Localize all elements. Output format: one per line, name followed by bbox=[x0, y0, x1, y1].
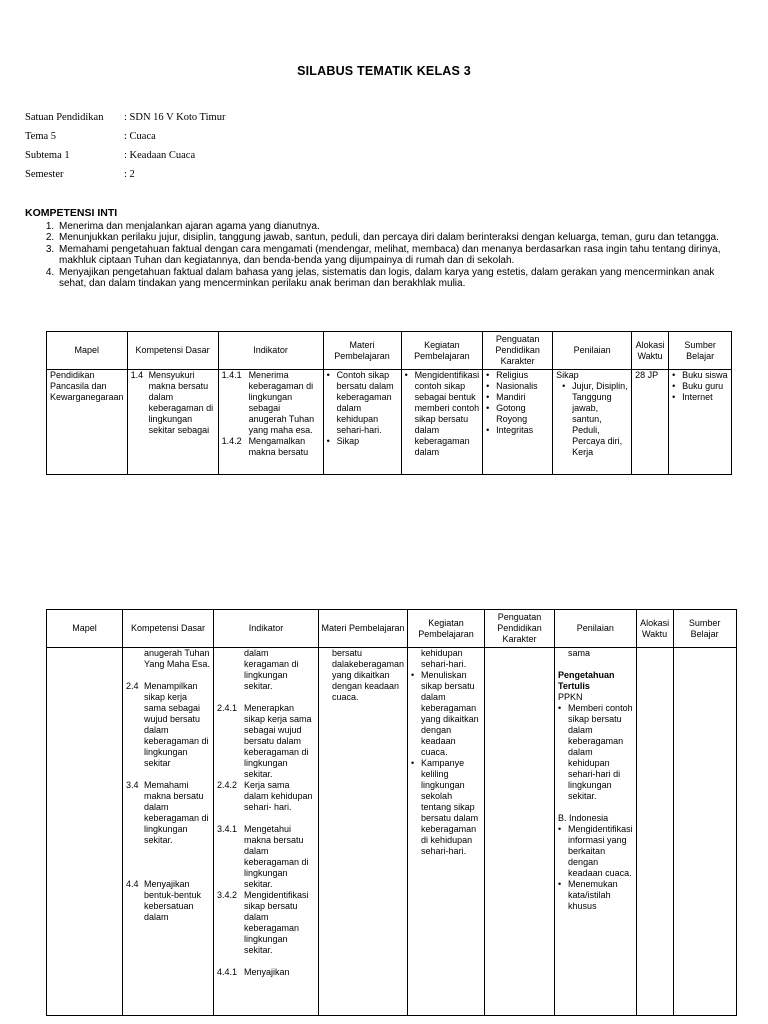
penilaian-heading: Sikap bbox=[556, 370, 579, 380]
meta-row bbox=[25, 169, 225, 188]
penilaian-subheading: PPKN bbox=[558, 692, 583, 702]
list-item: • Religius bbox=[486, 370, 549, 381]
header-alokasi: Alokasi Waktu bbox=[632, 332, 669, 370]
kegiatan-cell bbox=[405, 370, 480, 474]
list-item: • Buku siswa bbox=[672, 370, 728, 381]
materi-list bbox=[327, 370, 398, 447]
kd-text: Menampilkan sikap kerja sama sebagai wujud bersatu dalam keberagaman di lingkungan sekitar bbox=[144, 681, 209, 768]
kd-number: 1.4 bbox=[130, 370, 144, 380]
indikator-number: 2.4.1 bbox=[217, 703, 238, 713]
syllabus-table-page2 bbox=[46, 609, 737, 1016]
alokasi-cell bbox=[640, 648, 670, 1015]
indikator-number: 2.4.2 bbox=[217, 780, 238, 790]
header-sumber: Sumber Belajar bbox=[673, 610, 736, 648]
list-item: • Gotong Royong bbox=[486, 403, 549, 425]
mapel-cell bbox=[50, 648, 119, 1015]
meta-value: : Cuaca bbox=[124, 131, 156, 142]
meta-label: Subtema 1 bbox=[25, 150, 70, 161]
ppk-list bbox=[486, 370, 549, 436]
kd-item bbox=[126, 681, 210, 769]
kompetensi-inti-heading: KOMPETENSI INTI bbox=[25, 207, 118, 219]
meta-value: : SDN 16 V Koto Timur bbox=[124, 112, 226, 123]
meta-row bbox=[25, 150, 225, 169]
kd-cell bbox=[131, 370, 215, 474]
ki-item: 2. Menunjukkan perilaku jujur, disiplin, tanggung jawab, santun, peduli, dan percaya diri dalam berinteraksi dengan keluarga, teman, guru dan tetangga. bbox=[57, 232, 725, 244]
indikator-text: Menyajikan bbox=[244, 967, 290, 977]
indikator-item bbox=[222, 370, 320, 436]
table-row bbox=[47, 648, 737, 1016]
list-item: • Sikap bbox=[327, 436, 398, 447]
indikator-text: Mengamalkan makna bersatu bbox=[248, 436, 309, 457]
list-item: • Mandiri bbox=[486, 392, 549, 403]
ppk-cell bbox=[486, 370, 549, 474]
table-header-row bbox=[47, 332, 732, 370]
meta-label: Semester bbox=[25, 169, 64, 180]
indikator-number: 1.4.2 bbox=[221, 436, 242, 446]
syllabus-table-page1 bbox=[46, 331, 732, 475]
list-item: • Memberi contoh sikap bersatu dalam keberagaman dalam kehidupan sehari-hari di lingkungan sekitar. bbox=[558, 703, 633, 802]
header-mapel: Mapel bbox=[47, 610, 123, 648]
mapel-cell: Pendidikan Pancasila dan Kewarganegaraan bbox=[50, 370, 124, 402]
header-penilaian: Penilaian bbox=[553, 332, 632, 370]
kd-number: 4.4 bbox=[126, 879, 139, 889]
header-penilaian: Penilaian bbox=[555, 610, 637, 648]
kompetensi-inti-section bbox=[25, 208, 725, 290]
indikator-item bbox=[217, 703, 315, 780]
indikator-item bbox=[217, 780, 315, 813]
indikator-text: Menerima keberagaman di lingkungan sebagai anugerah Tuhan yang maha esa. bbox=[248, 370, 315, 435]
meta-label: Satuan Pendidikan bbox=[25, 112, 104, 123]
header-materi: Materi Pembelajaran bbox=[319, 610, 408, 648]
meta-value: : 2 bbox=[124, 169, 135, 180]
indikator-item bbox=[217, 648, 315, 692]
list-item: • Menemukan kata/istilah khusus bbox=[558, 879, 633, 912]
meta-label: Tema 5 bbox=[25, 131, 57, 142]
indikator-item bbox=[217, 890, 315, 956]
indikator-item bbox=[217, 824, 315, 890]
header-indikator: Indikator bbox=[218, 332, 323, 370]
header-materi: Materi Pembelajaran bbox=[323, 332, 401, 370]
list-item: • Jujur, Disiplin, Tanggung jawab, santun, Peduli, Percaya diri, Kerja bbox=[562, 381, 628, 458]
list-item: • Nasionalis bbox=[486, 381, 549, 392]
kompetensi-inti-list bbox=[25, 221, 725, 290]
kd-text: anugerah Tuhan Yang Maha Esa. bbox=[144, 648, 210, 669]
materi-cell bbox=[327, 370, 398, 474]
materi-cell: bersatu dalakeberagaman yang dikaitkan dengan keadaan cuaca. bbox=[332, 648, 405, 702]
indikator-text: Kerja sama dalam kehidupan sehari- hari. bbox=[244, 780, 313, 812]
ki-item: 4. Menyajikan pengetahuan faktual dalam bahasa yang jelas, sistematis dan logis, dalam karya yang estetis, dalam gerakan yang mencerminkan anak sehat, dan dalam tindakan yang mencerminkan perilaku anak beriman dan berakhlak mulia. bbox=[57, 267, 725, 290]
indikator-text: Mengidentifikasi sikap bersatu dalam keberagaman lingkungan sekitar. bbox=[244, 890, 309, 955]
header-sumber: Sumber Belajar bbox=[669, 332, 732, 370]
penilaian-cont: sama bbox=[568, 648, 591, 658]
indikator-item bbox=[217, 967, 315, 978]
header-ppk: Penguatan Pendidikan Karakter bbox=[485, 610, 555, 648]
meta-row bbox=[25, 131, 225, 150]
kd-item bbox=[131, 370, 215, 436]
indikator-item bbox=[222, 436, 320, 458]
kegiatan-list bbox=[411, 670, 481, 857]
alokasi-cell: 28 JP bbox=[635, 370, 659, 380]
sumber-cell bbox=[672, 370, 728, 474]
kd-text: Mensyukuri makna bersatu dalam keberagaman di lingkungan sekitar sebagai bbox=[148, 370, 214, 435]
kegiatan-cont: kehidupan sehari-hari. bbox=[421, 648, 467, 669]
indikator-text: Mengetahui makna bersatu dalam keberagaman di lingkungan sekitar. bbox=[244, 824, 309, 889]
penilaian-heading: Pengetahuan Tertulis bbox=[558, 670, 615, 691]
indikator-number: 4.4.1 bbox=[217, 967, 238, 977]
list-item: • Contoh sikap bersatu dalam keberagaman dalam kehidupan sehari-hari. bbox=[327, 370, 398, 436]
header-kompetensi-dasar: Kompetensi Dasar bbox=[123, 610, 214, 648]
list-item: • Menuliskan sikap bersatu dalam keberagaman yang dikaitkan dengan keadaan cuaca. bbox=[411, 670, 481, 758]
penilaian-list bbox=[556, 381, 628, 458]
table-row bbox=[47, 370, 732, 475]
kd-text: Menyajikan bentuk-bentuk kebersatuan dalam bbox=[144, 879, 202, 922]
list-item: • Mengidentifikasi contoh sikap sebagai bentuk memberi contoh sikap bersatu dalam keberagaman dalam bbox=[405, 370, 480, 458]
penilaian-subheading: B. Indonesia bbox=[558, 813, 609, 823]
header-kegiatan: Kegiatan Pembelajaran bbox=[408, 610, 485, 648]
header-alokasi: Alokasi Waktu bbox=[636, 610, 673, 648]
kd-cell bbox=[126, 648, 210, 1015]
header-ppk: Penguatan Pendidikan Karakter bbox=[483, 332, 553, 370]
kd-item bbox=[126, 780, 210, 846]
indikator-cell bbox=[217, 648, 315, 1015]
table-header-row bbox=[47, 610, 737, 648]
penilaian-list bbox=[558, 703, 633, 802]
penilaian-cell bbox=[556, 370, 628, 474]
kegiatan-list bbox=[405, 370, 480, 458]
indikator-number: 3.4.1 bbox=[217, 824, 238, 834]
identity-block bbox=[25, 112, 225, 188]
meta-row bbox=[25, 112, 225, 131]
kd-item bbox=[126, 648, 210, 670]
list-item: • Internet bbox=[672, 392, 728, 403]
indikator-cell bbox=[222, 370, 320, 474]
kd-number: 3.4 bbox=[126, 780, 139, 790]
indikator-number: 3.4.2 bbox=[217, 890, 238, 900]
kd-item bbox=[126, 879, 210, 923]
meta-value: : Keadaan Cuaca bbox=[124, 150, 196, 161]
header-kegiatan: Kegiatan Pembelajaran bbox=[401, 332, 483, 370]
page-title: SILABUS TEMATIK KELAS 3 bbox=[297, 64, 471, 78]
kegiatan-cell bbox=[411, 648, 481, 1015]
sumber-cell bbox=[677, 648, 733, 1015]
kd-number: 2.4 bbox=[126, 681, 139, 691]
ki-item: 3. Memahami pengetahuan faktual dengan cara mengamati (mendengar, melihat, membaca) dan menanya berdasarkan rasa ingin tahu tentang dirinya, makhluk ciptaan Tuhan dan kegiatannya, dan benda-benda yang dijumpainya di rumah dan di sekolah. bbox=[57, 244, 725, 267]
list-item: • Mengidentifikasi informasi yang berkaitan dengan keadaan cuaca. bbox=[558, 824, 633, 879]
indikator-text: dalam keragaman di lingkungan sekitar. bbox=[244, 648, 299, 691]
list-item: • Integritas bbox=[486, 425, 549, 436]
header-mapel: Mapel bbox=[47, 332, 128, 370]
ppk-cell bbox=[488, 648, 551, 1015]
kd-text: Memahami makna bersatu dalam keberagaman di lingkungan sekitar. bbox=[144, 780, 209, 845]
ki-item: 1. Menerima dan menjalankan ajaran agama yang dianutnya. bbox=[57, 221, 725, 233]
header-kompetensi-dasar: Kompetensi Dasar bbox=[127, 332, 218, 370]
penilaian-list bbox=[558, 824, 633, 912]
penilaian-cell bbox=[558, 648, 633, 1015]
list-item: • Kampanye keliling lingkungan sekolah tentang sikap bersatu dalam keberagaman di kehidupan sehari-hari. bbox=[411, 758, 481, 857]
list-item: • Buku guru bbox=[672, 381, 728, 392]
sumber-list bbox=[672, 370, 728, 403]
header-indikator: Indikator bbox=[214, 610, 319, 648]
indikator-number: 1.4.1 bbox=[221, 370, 242, 380]
indikator-text: Menerapkan sikap kerja sama sebagai wujud bersatu dalam keberagaman di lingkungan sekitar. bbox=[244, 703, 312, 779]
